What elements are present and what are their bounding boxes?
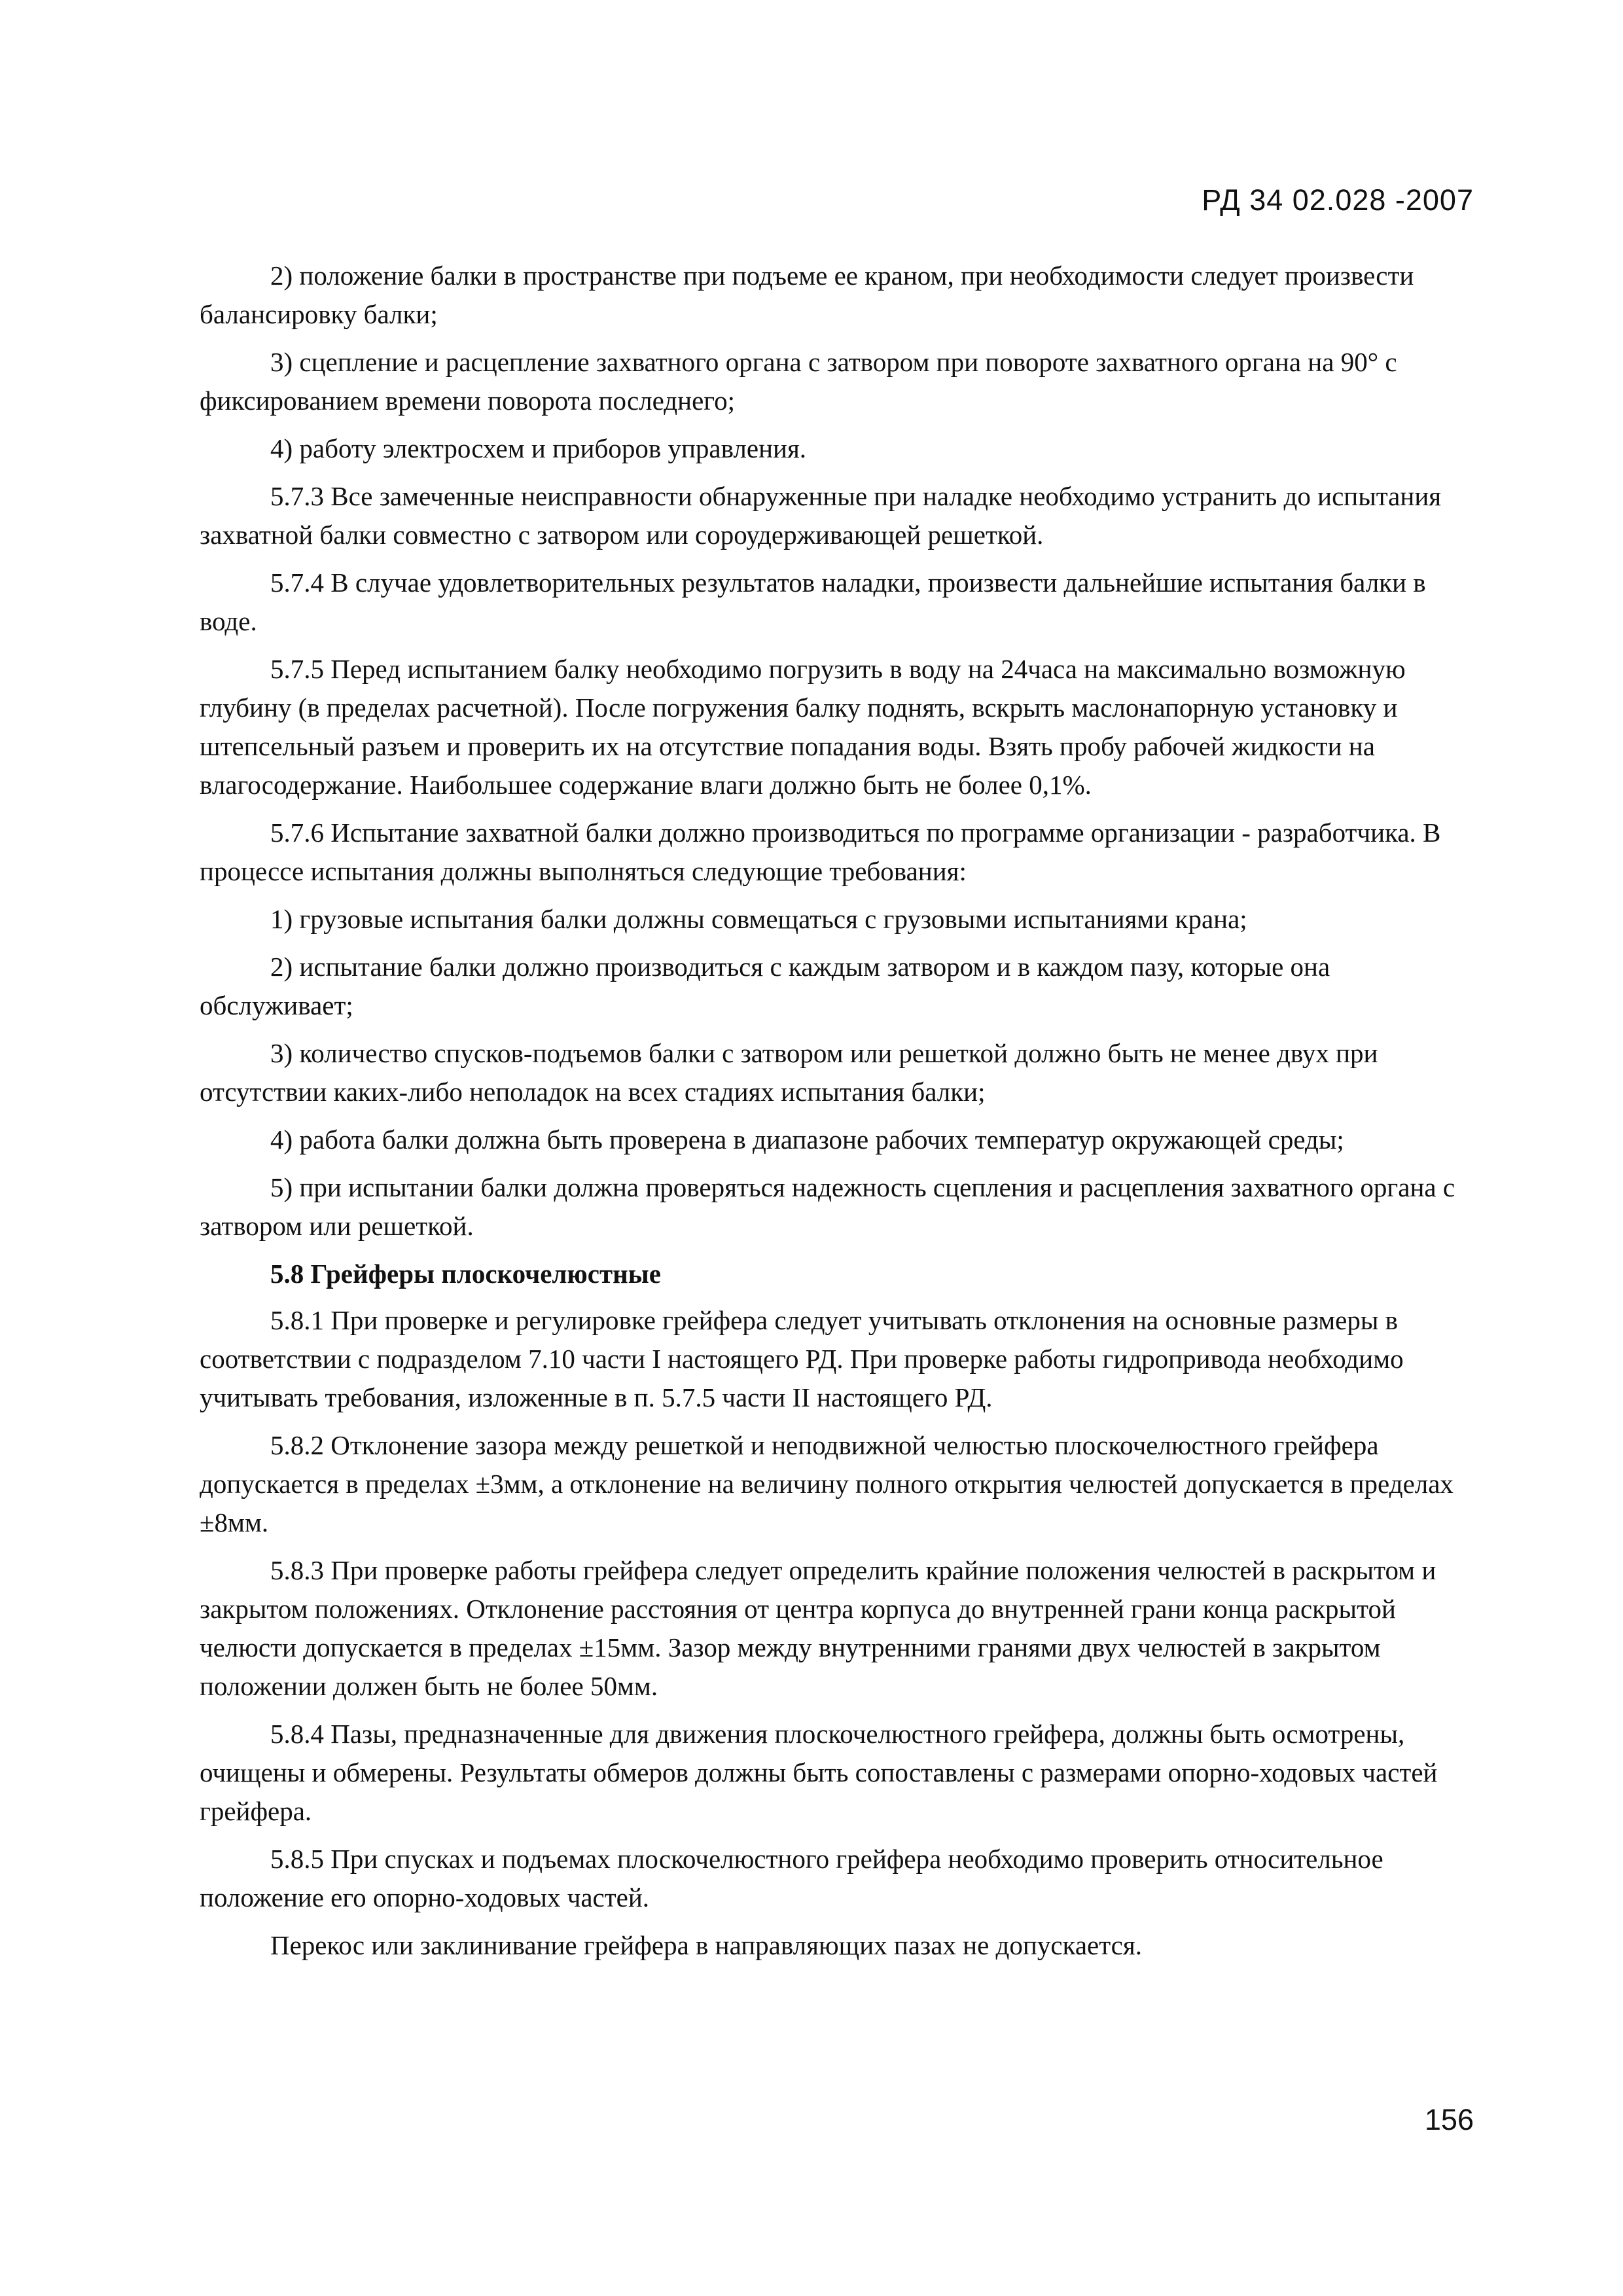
paragraph-5-7-4: 5.7.4 В случае удовлетворительных результатов наладки, произвести дальнейшие испытания балки в воде. <box>200 567 1426 636</box>
paragraph-5-8-4: 5.8.4 Пазы, предназначенные для движения плоскочелюстного грейфера, должны быть осмотрены, очищены и обмерены. Результаты обмеров должны быть сопоставлены с размерами опорно-ходовых частей грейфера. <box>200 1719 1438 1826</box>
requirement-item-4: 4) работа балки должна быть проверена в диапазоне рабочих температур окружающей среды; <box>270 1124 1344 1155</box>
paragraph-5-8-2: 5.8.2 Отклонение зазора между решеткой и неподвижной челюстью плоскочелюстного грейфера допускается в пределах ±3мм, а отклонение на величину полного открытия челюстей допускается в пределах ±8мм. <box>200 1430 1454 1537</box>
requirement-item-2: 2) испытание балки должно производиться с каждым затвором и в каждом пазу, которые она обслуживает; <box>200 952 1330 1020</box>
page-number: 156 <box>1424 2103 1474 2136</box>
paragraph-item-2: 2) положение балки в пространстве при подъеме ее краном, при необходимости следует произвести балансировку балки; <box>200 260 1414 329</box>
paragraph-item-3: 3) сцепление и расцепление захватного органа с затвором при повороте захватного органа на 90° с фиксированием времени поворота последнего; <box>200 347 1397 416</box>
paragraph-item-4: 4) работу электросхем и приборов управления. <box>270 433 807 463</box>
paragraph-5-8-3: 5.8.3 При проверке работы грейфера следует определить крайние положения челюстей в раскрытом и закрытом положениях. Отклонение расстояния от центра корпуса до внутренней грани конца раскрытой челюсти допускается в пределах ±15мм. Зазор между внутренними гранями двух челюстей в закрытом положении должен быть не более 50мм. <box>200 1555 1436 1701</box>
paragraph-5-8-1: 5.8.1 При проверке и регулировке грейфера следует учитывать отклонения на основные размеры в соответствии с подразделом 7.10 части I настоящего РД. При проверке работы гидропривода необходимо учитывать требования, изложенные в п. 5.7.5 части II настоящего РД. <box>200 1305 1404 1412</box>
paragraph-5-8-5: 5.8.5 При спусках и подъемах плоскочелюстного грейфера необходимо проверить относительное положение его опорно-ходовых частей. <box>200 1844 1383 1912</box>
requirement-item-5: 5) при испытании балки должна проверяться надежность сцепления и расцепления захватного органа с затвором или решеткой. <box>200 1172 1455 1241</box>
document-code-header: РД 34 02.028 -2007 <box>1202 183 1474 217</box>
paragraph-5-7-3: 5.7.3 Все замеченные неисправности обнаруженные при наладке необходимо устранить до испытания захватной балки совместно с затвором или сороудерживающей решеткой. <box>200 481 1442 550</box>
section-heading: 5.8 Грейферы плоскочелюстные <box>270 1259 661 1289</box>
page-body <box>200 257 1471 1974</box>
paragraph-5-7-6: 5.7.6 Испытание захватной балки должно производиться по программе организации - разработчика. В процессе испытания должны выполняться следующие требования: <box>200 817 1441 886</box>
requirement-item-3: 3) количество спусков-подъемов балки с затвором или решеткой должно быть не менее двух при отсутствии каких-либо неполадок на всех стадиях испытания балки; <box>200 1038 1378 1107</box>
paragraph-final-note: Перекос или заклинивание грейфера в направляющих пазах не допускается. <box>270 1930 1142 1960</box>
paragraph-5-7-5: 5.7.5 Перед испытанием балку необходимо погрузить в воду на 24часа на максимально возможную глубину (в пределах расчетной). После погружения балку поднять, вскрыть маслонапорную установку и штепсельный разъем и проверить их на отсутствие попадания воды. Взять пробу рабочей жидкости на влагосодержание. Наибольшее содержание влаги должно быть не более 0,1%. <box>200 654 1406 800</box>
requirement-item-1: 1) грузовые испытания балки должны совмещаться с грузовыми испытаниями крана; <box>270 904 1247 934</box>
